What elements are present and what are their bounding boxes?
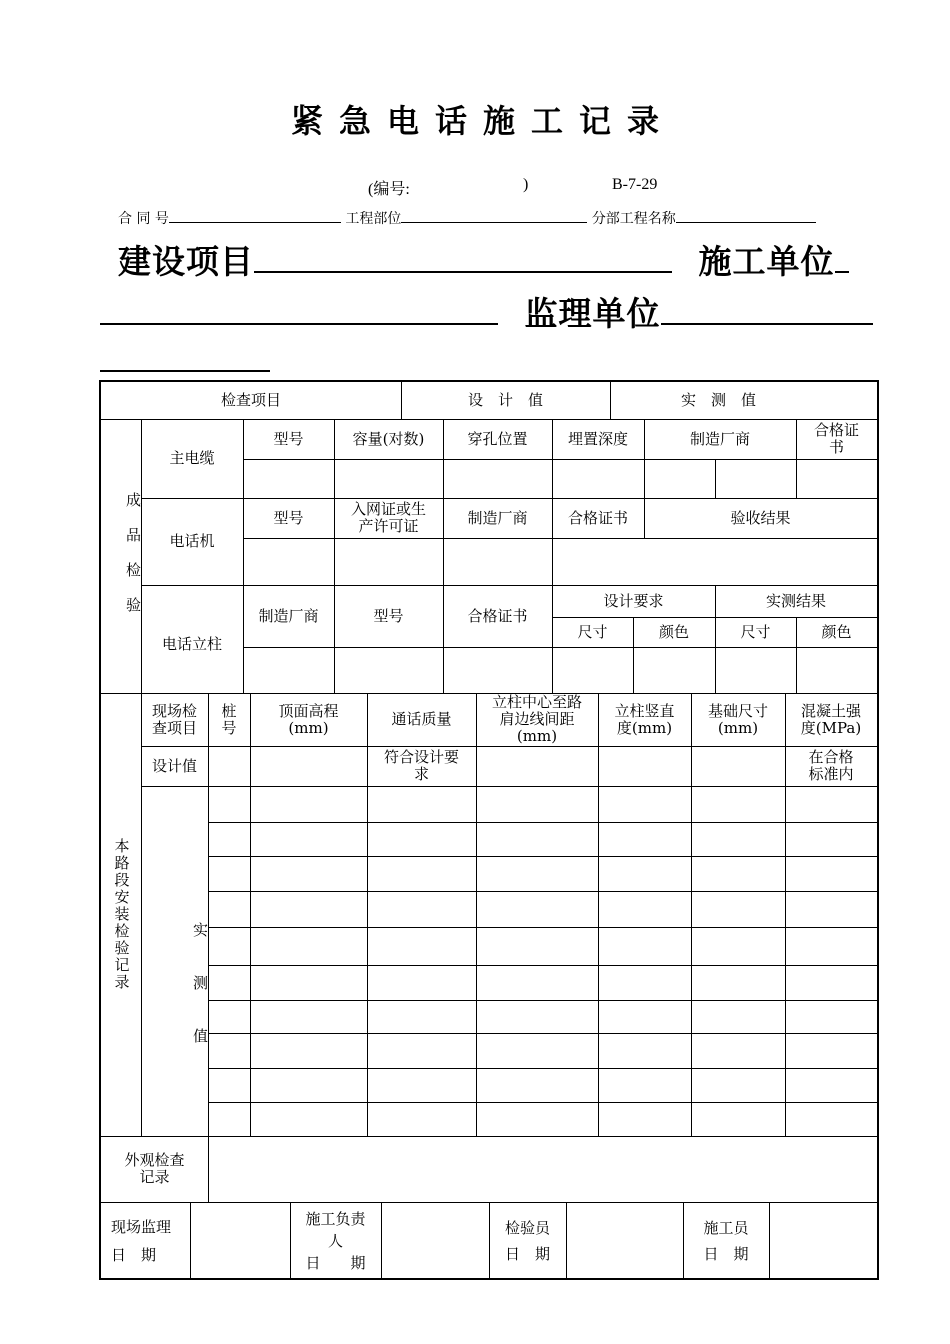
cable-col-position: 穿孔位置 xyxy=(467,429,528,448)
subproject-label: 分部工程名称 xyxy=(591,211,676,227)
appearance-field[interactable] xyxy=(208,1136,877,1202)
post-measured-result: 实测结果 xyxy=(765,591,826,610)
install-col-call-quality: 通话质量 xyxy=(391,710,452,728)
install-measured-label: 实测值 xyxy=(191,921,209,1081)
install-design-label: 设计值 xyxy=(151,756,197,775)
appearance-label: 外观检查记录 xyxy=(124,1151,185,1186)
inspector-date-label: 日 期 xyxy=(504,1245,550,1263)
form-code: B-7-29 xyxy=(612,176,658,193)
cable-label: 主电缆 xyxy=(169,449,215,467)
work-part-label: 工程部位 xyxy=(345,211,402,227)
inspector-sign xyxy=(489,1202,566,1280)
lead-sign xyxy=(290,1202,381,1280)
contractor-field-end[interactable] xyxy=(100,297,498,325)
worker-date-label: 日 期 xyxy=(703,1245,749,1263)
install-col-field-item: 现场检查项目 xyxy=(151,701,197,737)
supervisor-line xyxy=(100,288,873,335)
header-check-item: 检查项目 xyxy=(220,391,281,409)
install-col-top-elev: 顶面高程(mm) xyxy=(278,701,339,737)
post-col-cert: 合格证书 xyxy=(467,606,528,625)
cable-col-capacity: 容量(对数) xyxy=(352,429,425,448)
install-call-design: 符合设计要求 xyxy=(383,748,459,783)
project-line xyxy=(118,236,849,283)
post-design-req: 设计要求 xyxy=(603,591,664,610)
install-concrete-design: 在合格标准内 xyxy=(808,748,854,783)
phone-col-model: 型号 xyxy=(273,508,304,527)
install-col-concrete: 混凝土强度(MPa) xyxy=(800,701,862,737)
supervisor-field-end xyxy=(100,370,270,372)
number-label: (编号: xyxy=(368,181,410,198)
phone-label: 电话机 xyxy=(169,532,215,550)
post-measured-size: 尺寸 xyxy=(740,622,771,641)
phone-col-maker: 制造厂商 xyxy=(467,508,528,527)
cable-col-depth: 埋置深度 xyxy=(567,429,628,448)
post-col-model: 型号 xyxy=(373,606,404,625)
project-field[interactable] xyxy=(254,245,672,273)
inspector-sign-label: 检验员 xyxy=(504,1219,550,1237)
record-table xyxy=(99,380,879,1280)
lead-sign-label: 施工负责人 xyxy=(305,1210,366,1250)
cable-col-maker: 制造厂商 xyxy=(689,429,750,448)
cable-col-cert: 合格证书 xyxy=(813,421,859,456)
worker-sign xyxy=(683,1202,769,1280)
product-check-label: 成品检验 xyxy=(124,492,142,632)
phone-col-license: 入网证或生产许可证 xyxy=(350,500,426,535)
document-title: 紧急电话施工记录 xyxy=(290,102,675,140)
supervisor-field[interactable] xyxy=(661,297,873,325)
supervisor-date-label: 日 期 xyxy=(111,1246,157,1264)
meta-line xyxy=(118,208,816,228)
lead-date-label: 日 期 xyxy=(305,1254,366,1272)
supervisor-sign xyxy=(101,1202,190,1280)
cable-col-model: 型号 xyxy=(273,429,304,448)
contractor-field-start[interactable] xyxy=(835,245,849,273)
phone-col-cert: 合格证书 xyxy=(567,508,628,527)
header-design-value: 设 计 值 xyxy=(467,391,543,409)
phone-col-result: 验收结果 xyxy=(730,508,791,527)
install-col-foundation: 基础尺寸(mm) xyxy=(707,701,768,737)
install-col-offset: 立柱中心至路肩边线间距(mm) xyxy=(491,693,582,745)
supervisor-sign-label: 现场监理 xyxy=(111,1218,172,1236)
work-part-field[interactable] xyxy=(401,208,587,223)
install-record-label: 本路段安装检验记录 xyxy=(112,838,131,991)
worker-sign-label: 施工员 xyxy=(703,1219,749,1237)
post-label: 电话立柱 xyxy=(161,634,222,653)
contract-field[interactable] xyxy=(169,208,341,223)
number-close: ) xyxy=(523,176,529,193)
install-col-stake: 桩号 xyxy=(221,701,237,737)
supervisor-label: 监理单位 xyxy=(524,294,661,333)
header-measured-value: 实 测 值 xyxy=(680,391,756,409)
install-col-verticality: 立柱竖直度(mm) xyxy=(614,701,675,737)
post-design-color: 颜色 xyxy=(658,622,689,641)
post-measured-color: 颜色 xyxy=(821,622,852,641)
project-label: 建设项目 xyxy=(118,242,254,281)
subproject-field[interactable] xyxy=(676,208,816,223)
contractor-label: 施工单位 xyxy=(698,242,835,281)
post-col-maker: 制造厂商 xyxy=(258,606,319,625)
contract-label: 合 同 号 xyxy=(118,211,169,227)
post-design-size: 尺寸 xyxy=(577,622,608,641)
